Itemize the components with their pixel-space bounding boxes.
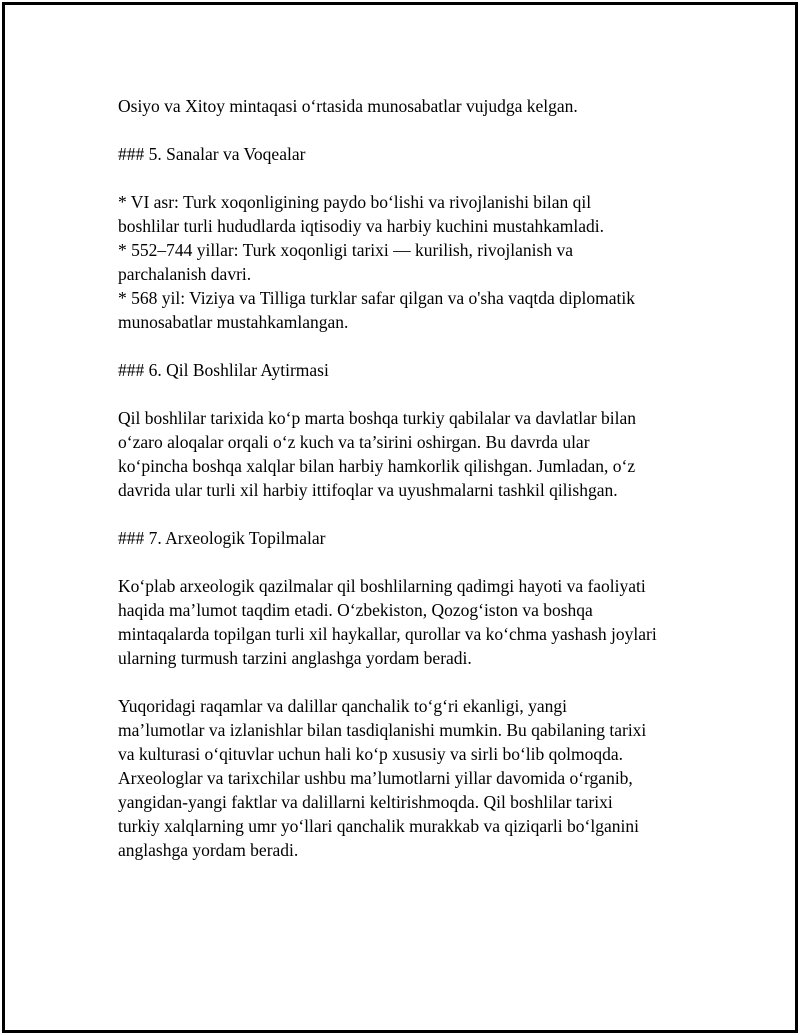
bullet-line: * 552–744 yillar: Turk xoqonligi tarixi — kurilish, rivojlanish va — [118, 240, 573, 260]
paragraph-line: o‘zaro aloqalar orqali o‘z kuch va ta’sirini oshirgan. Bu davrda ular — [118, 432, 590, 452]
paragraph-line: yangidan-yangi faktlar va dalillarni keltirishmoqda. Qil boshlilar tarixi — [118, 792, 613, 812]
paragraph-gap — [118, 166, 698, 190]
paragraph-line: haqida ma’lumot taqdim etadi. O‘zbekiston, Qozog‘iston va boshqa — [118, 600, 593, 620]
intro-line: Osiyo va Xitoy mintaqasi o‘rtasida munosabatlar vujudga kelgan. — [118, 96, 578, 116]
paragraph-gap — [118, 382, 698, 406]
paragraph-gap — [118, 118, 698, 142]
paragraph-line: va kulturasi o‘qituvlar uchun hali ko‘p xususiy va sirli bo‘lib qolmoqda. — [118, 744, 623, 764]
bullet-line: parchalanish davri. — [118, 264, 252, 284]
paragraph-gap — [118, 670, 698, 694]
paragraph-line: ularning turmush tarzini anglashga yordam beradi. — [118, 648, 472, 668]
paragraph-line: mintaqalarda topilgan turli xil haykallar, qurollar va ko‘chma yashash joylari — [118, 624, 657, 644]
paragraph-line: ma’lumotlar va izlanishlar bilan tasdiqlanishi mumkin. Bu qabilaning tarixi — [118, 720, 647, 740]
paragraph-gap — [118, 334, 698, 358]
section-5-heading: ### 5. Sanalar va Voqealar — [118, 144, 306, 164]
paragraph-line: ko‘pincha boshqa xalqlar bilan harbiy hamkorlik qilishgan. Jumladan, o‘z — [118, 456, 636, 476]
bullet-line: * 568 yil: Viziya va Tilliga turklar safar qilgan va o'sha vaqtda diplomatik — [118, 288, 635, 308]
bullet-line: * VI asr: Turk xoqonligining paydo bo‘lishi va rivojlanishi bilan qil — [118, 192, 592, 212]
paragraph-line: Yuqoridagi raqamlar va dalillar qanchalik to‘g‘ri ekanligi, yangi — [118, 696, 568, 716]
paragraph-gap — [118, 550, 698, 574]
paragraph-gap — [118, 502, 698, 526]
paragraph-line: Ko‘plab arxeologik qazilmalar qil boshlilarning qadimgi hayoti va faoliyati — [118, 576, 646, 596]
bullet-line: munosabatlar mustahkamlangan. — [118, 312, 349, 332]
section-7-paragraph — [118, 574, 698, 670]
bullet-line: boshlilar turli hududlarda iqtisodiy va harbiy kuchini mustahkamladi. — [118, 216, 605, 236]
paragraph-line: turkiy xalqlarning umr yo‘llari qanchalik murakkab va qiziqarli bo‘lganini — [118, 816, 639, 836]
paragraph-line: davrida ular turli xil harbiy ittifoqlar va uyushmalarni tashkil qilishgan. — [118, 480, 618, 500]
section-7-heading: ### 7. Arxeologik Topilmalar — [118, 528, 326, 548]
paragraph-line: Arxeologlar va tarixchilar ushbu ma’lumotlarni yillar davomida o‘rganib, — [118, 768, 633, 788]
paragraph-line: anglashga yordam beradi. — [118, 840, 299, 860]
document-body — [118, 94, 698, 862]
section-6-heading: ### 6. Qil Boshlilar Aytirmasi — [118, 360, 329, 380]
section-5-bullets — [118, 190, 698, 334]
paragraph-line: Qil boshlilar tarixida ko‘p marta boshqa turkiy qabilalar va davlatlar bilan — [118, 408, 637, 428]
conclusion-paragraph — [118, 694, 698, 862]
section-6-paragraph — [118, 406, 698, 502]
